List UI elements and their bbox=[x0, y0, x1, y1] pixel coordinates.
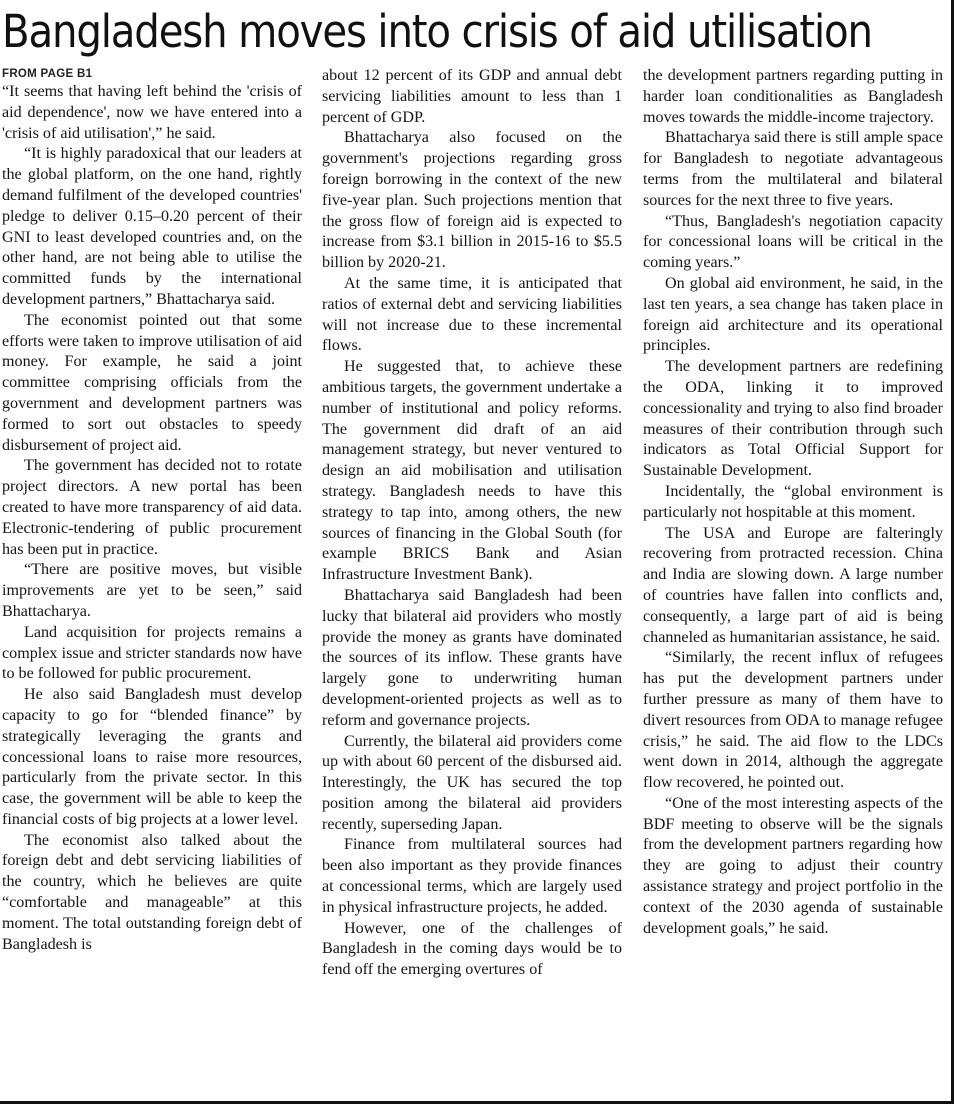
paragraph: The economist pointed out that some efforts were taken to improve utilisation of aid money. For example, he said a joint committee comprising officials from the government and development partners was formed to sort out obstacles to speedy disbursement of project aid. bbox=[2, 311, 302, 454]
paragraph: “Similarly, the recent influx of refugees has put the development partners under further pressure as many of them have to divert resources from ODA to manage refugee crisis,” he said. The aid flow to the LDCs went down in 2014, although the aggregate flow recovered, he pointed out. bbox=[643, 649, 943, 792]
paragraph: “It seems that having left behind the 'crisis of aid dependence', now we have entered into a 'crisis of aid utilisation',” he said. bbox=[2, 83, 302, 142]
paragraph: On global aid environment, he said, in the last ten years, a sea change has taken place in foreign aid architecture and its operational principles. bbox=[643, 274, 943, 355]
paragraph: “It is highly paradoxical that our leaders at the global platform, on the one hand, rightly demand fulfilment of the developed countries' pledge to deliver 0.15–0.20 percent of their GNI to least developed countries and, on the other hand, are not being able to utilise the committed funds by the international development partners,” Bhattacharya said. bbox=[2, 145, 302, 308]
paragraph: The USA and Europe are falteringly recovering from protracted recession. China and India are slowing down. A large number of countries have fallen into conflicts and, consequently, a large part of aid is being channeled as humanitarian assistance, he said. bbox=[643, 524, 943, 646]
paragraph: Bhattacharya also focused on the government's projections regarding gross foreign borrowing in the context of the new five-year plan. Such projections mention that the gross flow of foreign aid is expected to increase from $3.1 billion in 2015-16 to $5.5 billion by 2020-21. bbox=[322, 129, 622, 272]
paragraph: He also said Bangladesh must develop capacity to go for “blended finance” by strategically leveraging the grants and concessional loans to raise more resources, particularly from the private sector. In this case, the government will be able to keep the financial costs of big projects at a lower level. bbox=[2, 686, 302, 828]
article-body bbox=[2, 66, 943, 1096]
paragraph: “There are positive moves, but visible improvements are yet to be seen,” said Bhattacharya. bbox=[2, 561, 302, 620]
dateline: FROM PAGE B1 bbox=[2, 68, 93, 80]
paragraph: At the same time, it is anticipated that ratios of external debt and servicing liabilities will not increase due to these incremental flows. bbox=[322, 274, 622, 355]
paragraph: Land acquisition for projects remains a complex issue and stricter standards now have to be followed for public procurement. bbox=[2, 623, 302, 683]
paragraph: Bhattacharya said Bangladesh had been lucky that bilateral aid providers who mostly provide the money as grants have dominated the sources of its inflow. These grants have largely gone to underwriting human development-oriented projects as well as to reform and governance projects. bbox=[322, 586, 622, 729]
article-column-3 bbox=[643, 66, 943, 1096]
headline: Bangladesh moves into crisis of aid utilisation bbox=[2, 5, 872, 58]
paragraph: “Thus, Bangladesh's negotiation capacity for concessional loans will be critical in the coming years.” bbox=[643, 212, 943, 272]
paragraph: Bhattacharya said there is still ample space for Bangladesh to negotiate advantageous terms from the multilateral and bilateral sources for the next three to five years. bbox=[643, 129, 943, 209]
paragraph: “One of the most interesting aspects of the BDF meeting to observe will be the signals from the development partners regarding how they are going to adjust their country assistance strategy and project portfolio in the context of the 2030 agenda of sustainable development goals,” he said. bbox=[643, 794, 943, 937]
article-column-2 bbox=[322, 66, 622, 1096]
paragraph: The development partners are redefining the ODA, linking it to improved concessionality and trying to also find broader measures of their contribution through such indicators as Total Official Support for Sustainable Development. bbox=[643, 358, 943, 480]
paragraph: Incidentally, the “global environment is particularly not hospitable at this moment. bbox=[643, 482, 943, 521]
paragraph: about 12 percent of its GDP and annual debt servicing liabilities amount to less than 1 percent of GDP. bbox=[322, 67, 622, 126]
paragraph: The economist also talked about the foreign debt and debt servicing liabilities of the country, which he believes are quite “comfortable and manageable” at this moment. The total outstanding foreign debt of Bangladesh is bbox=[2, 831, 302, 953]
paragraph: He suggested that, to achieve these ambitious targets, the government undertake a number of institutional and policy reforms. The government did draft of an aid management strategy, but never ventured to design an aid mobilisation and utilisation strategy. Bangladesh needs to have this strategy to tap into, among others, the new sources of financing in the Global South (for example BRICS Bank and Asian Infrastructure Investment Bank). bbox=[322, 358, 622, 584]
paragraph: The government has decided not to rotate project directors. A new portal has been created to have more transparency of aid data. Electronic-tendering of public procurement has been put in practice. bbox=[2, 457, 302, 558]
paragraph: However, one of the challenges of Bangladesh in the coming days would be to fend off the emerging overtures of bbox=[322, 919, 622, 979]
article-column-1 bbox=[2, 66, 302, 1096]
paragraph: Currently, the bilateral aid providers come up with about 60 percent of the disbursed aid. Interestingly, the UK has secured the top position among the bilateral aid providers recently, superseding Japan. bbox=[322, 732, 622, 833]
paragraph: the development partners regarding putting in harder loan conditionalities as Bangladesh moves towards the middle-income trajectory. bbox=[643, 67, 943, 126]
paragraph: Finance from multilateral sources had been also important as they provide finances at concessional terms, which are largely used in physical infrastructure projects, he added. bbox=[322, 836, 622, 916]
